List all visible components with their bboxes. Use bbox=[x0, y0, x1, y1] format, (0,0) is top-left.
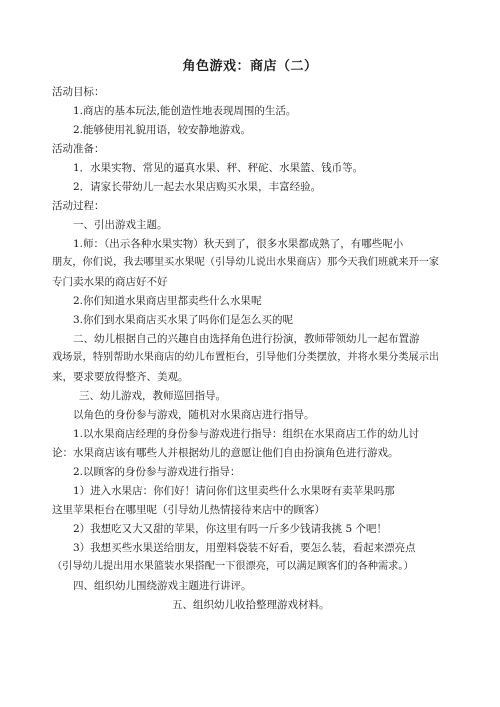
text-line: 2.你们知道水果商店里都卖些什么水果呢 bbox=[73, 295, 262, 307]
text-line: 朋友，你们说，我去哪里买水果呢（引导幼儿说出水果商店）那今天我们班就来开一家 bbox=[52, 257, 440, 268]
text-line: 活动准备： bbox=[52, 143, 105, 155]
text-line: 2）我想吃又大又甜的苹果，你这里有吗一斤多少钱请我挑 5 个吧！ bbox=[73, 523, 388, 535]
text-line: 3）我想买些水果送给朋友，用塑料袋装不好看，要怎么装，看起来漂亮点 bbox=[73, 542, 416, 554]
text-line: 论：水果商店该有哪些人并根据幼儿的意愿让他们自由扮演角色进行游戏。 bbox=[52, 447, 399, 459]
text-line: 1．水果实物、常见的逼真水果、秤、秤砣、水果篮、钱币等。 bbox=[73, 162, 364, 174]
text-line: 四、组织幼儿围绕游戏主题进行讲评。 bbox=[73, 580, 252, 592]
text-line: 活动目标： bbox=[52, 86, 105, 98]
text-line: 1）进入水果店：你们好！请问你们这里卖些什么水果呀有卖苹果吗那 bbox=[73, 485, 395, 497]
text-line: 戏场景，特别帮助水果商店的幼儿布置柜台，引导他们分类摆放，并将水果分类展示出 bbox=[52, 352, 440, 363]
text-line: 五、组织幼儿收拾整理游戏材料。 bbox=[172, 599, 330, 611]
text-line: （引导幼儿提出用水果篮装水果搭配一下很漂亮，可以满足顾客们的各种需求。） bbox=[52, 561, 414, 572]
text-line: 1.师：（出示各种水果实物）秋天到了，很多水果都成熟了，有哪些呢小 bbox=[73, 238, 404, 250]
text-line: 二、幼儿根据自己的兴趣自由选择角色进行扮演，教师带领幼儿一起布置游 bbox=[73, 333, 420, 345]
text-line: 一、引出游戏主题。 bbox=[73, 219, 168, 231]
text-line: 1.商店的基本玩法,能创造性地表现周围的生活。 bbox=[73, 105, 297, 117]
text-line: 以角色的身份参与游戏，随机对水果商店进行指导。 bbox=[73, 409, 315, 421]
page-title: 角色游戏：商店（二） bbox=[182, 59, 318, 74]
text-line: 3.你们到水果商店买水果了吗你们是怎么买的呢 bbox=[73, 314, 294, 326]
text-line: 三、幼儿游戏，教师巡回指导。 bbox=[79, 390, 226, 402]
text-line: 活动过程： bbox=[52, 200, 105, 212]
text-line: 1.以水果商店经理的身份参与游戏进行指导：组织在水果商店工作的幼儿讨 bbox=[73, 428, 420, 440]
text-line: 这里苹果柜台在哪里呢（引导幼儿热情接待来店中的顾客） bbox=[52, 504, 325, 516]
text-line: 2.以顾客的身份参与游戏进行指导： bbox=[73, 466, 241, 478]
text-line: 2.能够使用礼貌用语，较安静地游戏。 bbox=[73, 124, 252, 136]
text-line: 专门卖水果的商店好不好 bbox=[52, 276, 168, 288]
text-line: 来，要求要放得整齐、美观。 bbox=[52, 371, 189, 383]
text-line: 2．请家长带幼儿一起去水果店购买水果，丰富经验。 bbox=[73, 181, 322, 193]
